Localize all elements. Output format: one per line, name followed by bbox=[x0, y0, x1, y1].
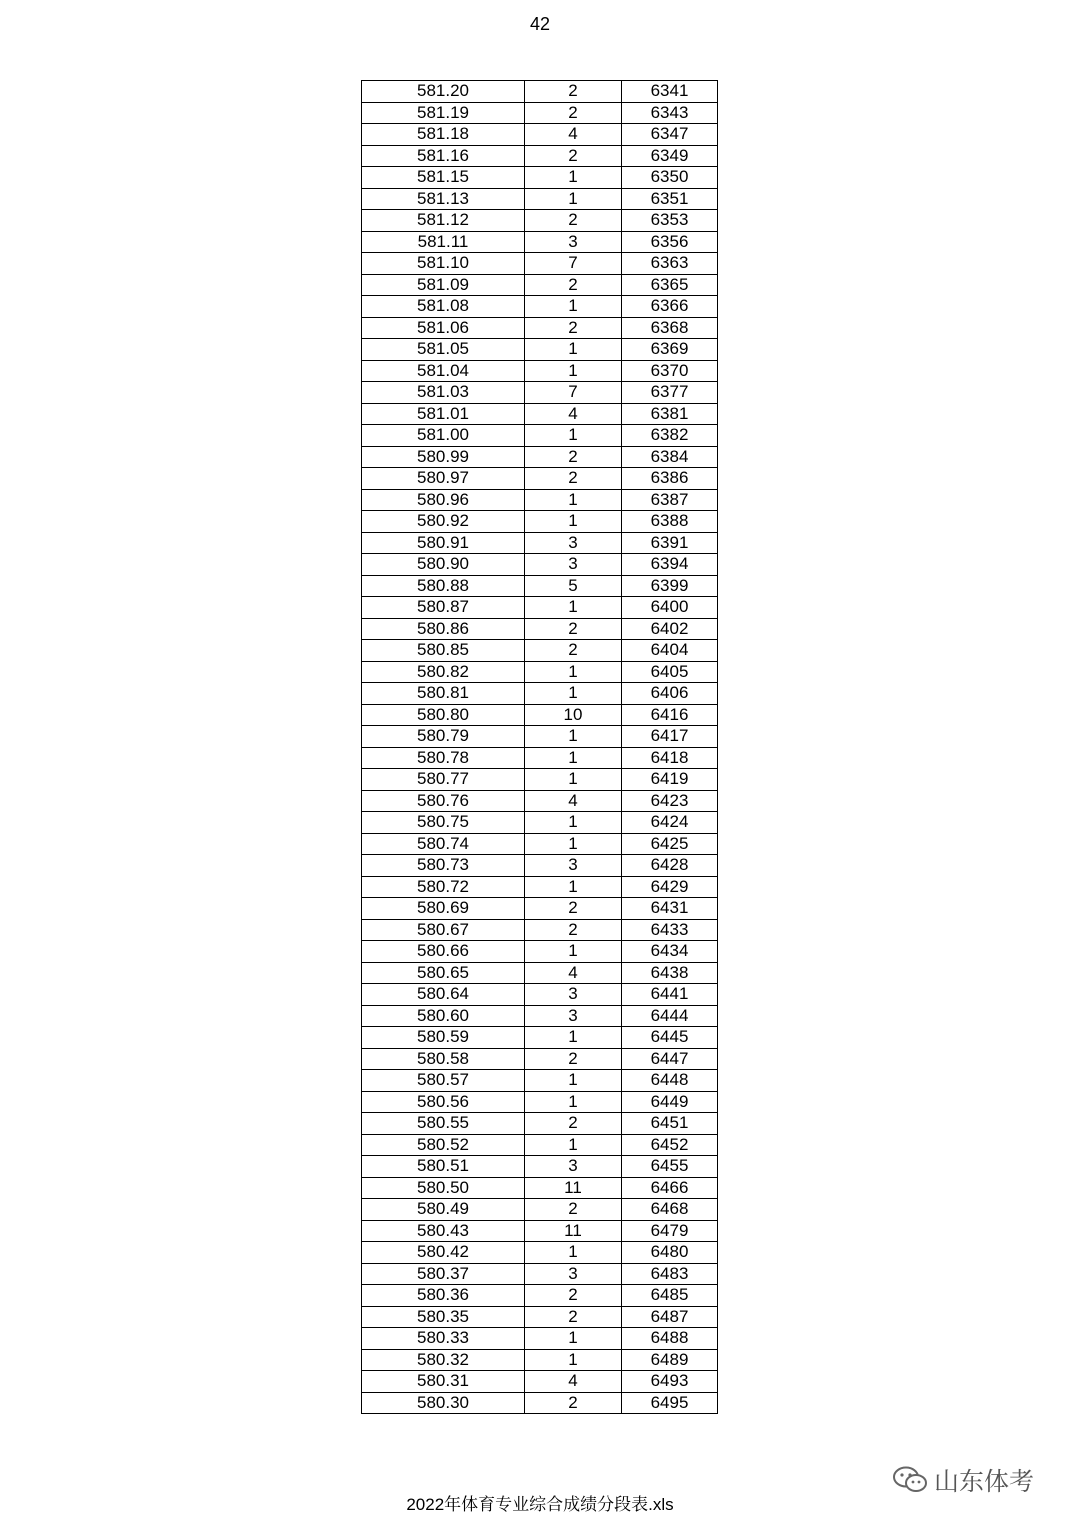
table-row bbox=[362, 296, 718, 318]
score-cell: 580.72 bbox=[362, 876, 525, 898]
cumulative-cell: 6488 bbox=[622, 1328, 718, 1350]
count-cell: 2 bbox=[525, 1048, 622, 1070]
table-row bbox=[362, 532, 718, 554]
cumulative-cell: 6368 bbox=[622, 317, 718, 339]
table-row bbox=[362, 941, 718, 963]
table-row bbox=[362, 210, 718, 232]
score-cell: 580.32 bbox=[362, 1349, 525, 1371]
count-cell: 1 bbox=[525, 511, 622, 533]
table-row bbox=[362, 1371, 718, 1393]
table-row bbox=[362, 1220, 718, 1242]
cumulative-cell: 6448 bbox=[622, 1070, 718, 1092]
cumulative-cell: 6483 bbox=[622, 1263, 718, 1285]
score-cell: 581.08 bbox=[362, 296, 525, 318]
score-cell: 580.60 bbox=[362, 1005, 525, 1027]
table-row bbox=[362, 167, 718, 189]
count-cell: 3 bbox=[525, 1156, 622, 1178]
count-cell: 1 bbox=[525, 1328, 622, 1350]
count-cell: 2 bbox=[525, 102, 622, 124]
score-cell: 581.09 bbox=[362, 274, 525, 296]
count-cell: 2 bbox=[525, 81, 622, 103]
score-cell: 580.74 bbox=[362, 833, 525, 855]
table-row bbox=[362, 511, 718, 533]
score-cell: 580.86 bbox=[362, 618, 525, 640]
count-cell: 1 bbox=[525, 188, 622, 210]
table-row bbox=[362, 360, 718, 382]
score-cell: 580.78 bbox=[362, 747, 525, 769]
table-row bbox=[362, 726, 718, 748]
cumulative-cell: 6419 bbox=[622, 769, 718, 791]
score-cell: 580.69 bbox=[362, 898, 525, 920]
cumulative-cell: 6369 bbox=[622, 339, 718, 361]
cumulative-cell: 6468 bbox=[622, 1199, 718, 1221]
score-cell: 580.65 bbox=[362, 962, 525, 984]
cumulative-cell: 6341 bbox=[622, 81, 718, 103]
count-cell: 1 bbox=[525, 1349, 622, 1371]
table-row bbox=[362, 1328, 718, 1350]
score-cell: 581.12 bbox=[362, 210, 525, 232]
table-row bbox=[362, 812, 718, 834]
table-row bbox=[362, 231, 718, 253]
score-cell: 581.04 bbox=[362, 360, 525, 382]
table-row bbox=[362, 1070, 718, 1092]
count-cell: 3 bbox=[525, 1263, 622, 1285]
count-cell: 2 bbox=[525, 210, 622, 232]
cumulative-cell: 6495 bbox=[622, 1392, 718, 1414]
table-row bbox=[362, 1113, 718, 1135]
table-row bbox=[362, 1263, 718, 1285]
count-cell: 7 bbox=[525, 253, 622, 275]
table-row bbox=[362, 1349, 718, 1371]
count-cell: 4 bbox=[525, 403, 622, 425]
score-cell: 580.58 bbox=[362, 1048, 525, 1070]
cumulative-cell: 6455 bbox=[622, 1156, 718, 1178]
score-cell: 581.03 bbox=[362, 382, 525, 404]
score-cell: 580.52 bbox=[362, 1134, 525, 1156]
table-row bbox=[362, 769, 718, 791]
cumulative-cell: 6349 bbox=[622, 145, 718, 167]
table-row bbox=[362, 253, 718, 275]
score-cell: 580.67 bbox=[362, 919, 525, 941]
count-cell: 3 bbox=[525, 231, 622, 253]
score-cell: 581.01 bbox=[362, 403, 525, 425]
score-cell: 581.20 bbox=[362, 81, 525, 103]
table-row bbox=[362, 1199, 718, 1221]
count-cell: 1 bbox=[525, 339, 622, 361]
count-cell: 7 bbox=[525, 382, 622, 404]
cumulative-cell: 6424 bbox=[622, 812, 718, 834]
cumulative-cell: 6451 bbox=[622, 1113, 718, 1135]
score-cell: 580.88 bbox=[362, 575, 525, 597]
cumulative-cell: 6391 bbox=[622, 532, 718, 554]
count-cell: 2 bbox=[525, 898, 622, 920]
score-cell: 580.59 bbox=[362, 1027, 525, 1049]
cumulative-cell: 6356 bbox=[622, 231, 718, 253]
table-row bbox=[362, 1392, 718, 1414]
table-row bbox=[362, 1027, 718, 1049]
score-cell: 580.50 bbox=[362, 1177, 525, 1199]
score-cell: 580.99 bbox=[362, 446, 525, 468]
cumulative-cell: 6384 bbox=[622, 446, 718, 468]
table-row bbox=[362, 704, 718, 726]
cumulative-cell: 6487 bbox=[622, 1306, 718, 1328]
score-cell: 580.42 bbox=[362, 1242, 525, 1264]
count-cell: 1 bbox=[525, 425, 622, 447]
count-cell: 2 bbox=[525, 1392, 622, 1414]
table-row bbox=[362, 145, 718, 167]
score-cell: 580.85 bbox=[362, 640, 525, 662]
table-row bbox=[362, 446, 718, 468]
count-cell: 3 bbox=[525, 984, 622, 1006]
page-number: 42 bbox=[529, 14, 551, 34]
score-cell: 581.13 bbox=[362, 188, 525, 210]
table-row bbox=[362, 1091, 718, 1113]
cumulative-cell: 6387 bbox=[622, 489, 718, 511]
table-row bbox=[362, 1306, 718, 1328]
score-cell: 580.75 bbox=[362, 812, 525, 834]
count-cell: 11 bbox=[525, 1220, 622, 1242]
count-cell: 5 bbox=[525, 575, 622, 597]
cumulative-cell: 6493 bbox=[622, 1371, 718, 1393]
table-row bbox=[362, 102, 718, 124]
score-cell: 581.18 bbox=[362, 124, 525, 146]
table-row bbox=[362, 747, 718, 769]
score-cell: 580.80 bbox=[362, 704, 525, 726]
score-cell: 580.43 bbox=[362, 1220, 525, 1242]
count-cell: 1 bbox=[525, 1027, 622, 1049]
table-row bbox=[362, 962, 718, 984]
cumulative-cell: 6381 bbox=[622, 403, 718, 425]
score-cell: 580.35 bbox=[362, 1306, 525, 1328]
cumulative-cell: 6388 bbox=[622, 511, 718, 533]
count-cell: 4 bbox=[525, 124, 622, 146]
score-cell: 581.06 bbox=[362, 317, 525, 339]
table-row bbox=[362, 81, 718, 103]
count-cell: 3 bbox=[525, 532, 622, 554]
cumulative-cell: 6434 bbox=[622, 941, 718, 963]
cumulative-cell: 6377 bbox=[622, 382, 718, 404]
table-row bbox=[362, 1242, 718, 1264]
cumulative-cell: 6399 bbox=[622, 575, 718, 597]
count-cell: 1 bbox=[525, 876, 622, 898]
cumulative-cell: 6347 bbox=[622, 124, 718, 146]
cumulative-cell: 6404 bbox=[622, 640, 718, 662]
score-cell: 581.15 bbox=[362, 167, 525, 189]
count-cell: 1 bbox=[525, 167, 622, 189]
cumulative-cell: 6485 bbox=[622, 1285, 718, 1307]
score-cell: 580.51 bbox=[362, 1156, 525, 1178]
cumulative-cell: 6416 bbox=[622, 704, 718, 726]
table-row bbox=[362, 1048, 718, 1070]
count-cell: 2 bbox=[525, 640, 622, 662]
table-row bbox=[362, 1134, 718, 1156]
score-cell: 580.96 bbox=[362, 489, 525, 511]
cumulative-cell: 6479 bbox=[622, 1220, 718, 1242]
cumulative-cell: 6363 bbox=[622, 253, 718, 275]
table-row bbox=[362, 790, 718, 812]
cumulative-cell: 6452 bbox=[622, 1134, 718, 1156]
count-cell: 3 bbox=[525, 1005, 622, 1027]
cumulative-cell: 6431 bbox=[622, 898, 718, 920]
score-cell: 580.87 bbox=[362, 597, 525, 619]
score-cell: 580.33 bbox=[362, 1328, 525, 1350]
cumulative-cell: 6449 bbox=[622, 1091, 718, 1113]
count-cell: 2 bbox=[525, 618, 622, 640]
table-row bbox=[362, 919, 718, 941]
cumulative-cell: 6444 bbox=[622, 1005, 718, 1027]
cumulative-cell: 6350 bbox=[622, 167, 718, 189]
count-cell: 1 bbox=[525, 1070, 622, 1092]
cumulative-cell: 6466 bbox=[622, 1177, 718, 1199]
table-row bbox=[362, 554, 718, 576]
score-cell: 581.10 bbox=[362, 253, 525, 275]
count-cell: 1 bbox=[525, 1242, 622, 1264]
count-cell: 3 bbox=[525, 554, 622, 576]
count-cell: 1 bbox=[525, 1091, 622, 1113]
score-cell: 580.36 bbox=[362, 1285, 525, 1307]
cumulative-cell: 6489 bbox=[622, 1349, 718, 1371]
cumulative-cell: 6425 bbox=[622, 833, 718, 855]
count-cell: 2 bbox=[525, 145, 622, 167]
score-cell: 580.77 bbox=[362, 769, 525, 791]
count-cell: 1 bbox=[525, 1134, 622, 1156]
score-cell: 581.05 bbox=[362, 339, 525, 361]
score-cell: 580.31 bbox=[362, 1371, 525, 1393]
score-cell: 580.30 bbox=[362, 1392, 525, 1414]
table-row bbox=[362, 317, 718, 339]
cumulative-cell: 6423 bbox=[622, 790, 718, 812]
table-row bbox=[362, 188, 718, 210]
table-row bbox=[362, 382, 718, 404]
count-cell: 2 bbox=[525, 1306, 622, 1328]
cumulative-cell: 6418 bbox=[622, 747, 718, 769]
cumulative-cell: 6402 bbox=[622, 618, 718, 640]
score-cell: 580.55 bbox=[362, 1113, 525, 1135]
score-cell: 580.64 bbox=[362, 984, 525, 1006]
cumulative-cell: 6417 bbox=[622, 726, 718, 748]
count-cell: 2 bbox=[525, 468, 622, 490]
cumulative-cell: 6441 bbox=[622, 984, 718, 1006]
table-row bbox=[362, 640, 718, 662]
count-cell: 1 bbox=[525, 726, 622, 748]
table-row bbox=[362, 124, 718, 146]
cumulative-cell: 6445 bbox=[622, 1027, 718, 1049]
count-cell: 1 bbox=[525, 597, 622, 619]
watermark-text: 山东体考 bbox=[934, 1468, 1035, 1496]
cumulative-cell: 6429 bbox=[622, 876, 718, 898]
score-cell: 580.91 bbox=[362, 532, 525, 554]
count-cell: 4 bbox=[525, 962, 622, 984]
table-row bbox=[362, 1285, 718, 1307]
count-cell: 10 bbox=[525, 704, 622, 726]
cumulative-cell: 6400 bbox=[622, 597, 718, 619]
cumulative-cell: 6438 bbox=[622, 962, 718, 984]
count-cell: 11 bbox=[525, 1177, 622, 1199]
score-cell: 580.37 bbox=[362, 1263, 525, 1285]
table-row bbox=[362, 403, 718, 425]
count-cell: 2 bbox=[525, 919, 622, 941]
count-cell: 1 bbox=[525, 296, 622, 318]
count-cell: 2 bbox=[525, 446, 622, 468]
cumulative-cell: 6480 bbox=[622, 1242, 718, 1264]
count-cell: 1 bbox=[525, 833, 622, 855]
cumulative-cell: 6382 bbox=[622, 425, 718, 447]
table-row bbox=[362, 339, 718, 361]
score-distribution-table bbox=[361, 80, 718, 1414]
table-row bbox=[362, 876, 718, 898]
cumulative-cell: 6366 bbox=[622, 296, 718, 318]
count-cell: 1 bbox=[525, 683, 622, 705]
count-cell: 1 bbox=[525, 747, 622, 769]
score-cell: 580.79 bbox=[362, 726, 525, 748]
count-cell: 3 bbox=[525, 855, 622, 877]
score-cell: 580.57 bbox=[362, 1070, 525, 1092]
count-cell: 1 bbox=[525, 941, 622, 963]
score-cell: 581.19 bbox=[362, 102, 525, 124]
footer-title: 2022年体育专业综合成绩分段表.xls bbox=[406, 1495, 674, 1514]
count-cell: 1 bbox=[525, 661, 622, 683]
count-cell: 2 bbox=[525, 274, 622, 296]
table-row bbox=[362, 489, 718, 511]
cumulative-cell: 6386 bbox=[622, 468, 718, 490]
score-cell: 580.56 bbox=[362, 1091, 525, 1113]
cumulative-cell: 6406 bbox=[622, 683, 718, 705]
cumulative-cell: 6365 bbox=[622, 274, 718, 296]
cumulative-cell: 6343 bbox=[622, 102, 718, 124]
score-cell: 580.97 bbox=[362, 468, 525, 490]
score-cell: 580.92 bbox=[362, 511, 525, 533]
score-cell: 580.82 bbox=[362, 661, 525, 683]
score-cell: 580.81 bbox=[362, 683, 525, 705]
table-row bbox=[362, 425, 718, 447]
table-row bbox=[362, 1177, 718, 1199]
count-cell: 1 bbox=[525, 769, 622, 791]
cumulative-cell: 6447 bbox=[622, 1048, 718, 1070]
count-cell: 4 bbox=[525, 790, 622, 812]
cumulative-cell: 6351 bbox=[622, 188, 718, 210]
table-row bbox=[362, 1156, 718, 1178]
count-cell: 2 bbox=[525, 1285, 622, 1307]
table-row bbox=[362, 855, 718, 877]
score-cell: 581.11 bbox=[362, 231, 525, 253]
cumulative-cell: 6394 bbox=[622, 554, 718, 576]
table-row bbox=[362, 833, 718, 855]
table-row bbox=[362, 597, 718, 619]
table-row bbox=[362, 683, 718, 705]
table-row bbox=[362, 468, 718, 490]
cumulative-cell: 6353 bbox=[622, 210, 718, 232]
score-cell: 580.90 bbox=[362, 554, 525, 576]
cumulative-cell: 6370 bbox=[622, 360, 718, 382]
score-cell: 580.49 bbox=[362, 1199, 525, 1221]
count-cell: 1 bbox=[525, 489, 622, 511]
count-cell: 1 bbox=[525, 812, 622, 834]
count-cell: 2 bbox=[525, 317, 622, 339]
cumulative-cell: 6428 bbox=[622, 855, 718, 877]
cumulative-cell: 6405 bbox=[622, 661, 718, 683]
table-body bbox=[362, 81, 718, 1414]
table-row bbox=[362, 274, 718, 296]
table-row bbox=[362, 575, 718, 597]
cumulative-cell: 6433 bbox=[622, 919, 718, 941]
count-cell: 2 bbox=[525, 1199, 622, 1221]
table-row bbox=[362, 898, 718, 920]
table-row bbox=[362, 1005, 718, 1027]
score-cell: 580.76 bbox=[362, 790, 525, 812]
score-cell: 580.66 bbox=[362, 941, 525, 963]
count-cell: 4 bbox=[525, 1371, 622, 1393]
score-cell: 581.16 bbox=[362, 145, 525, 167]
table-row bbox=[362, 661, 718, 683]
score-cell: 580.73 bbox=[362, 855, 525, 877]
count-cell: 2 bbox=[525, 1113, 622, 1135]
table-row bbox=[362, 984, 718, 1006]
table-row bbox=[362, 618, 718, 640]
score-cell: 581.00 bbox=[362, 425, 525, 447]
count-cell: 1 bbox=[525, 360, 622, 382]
